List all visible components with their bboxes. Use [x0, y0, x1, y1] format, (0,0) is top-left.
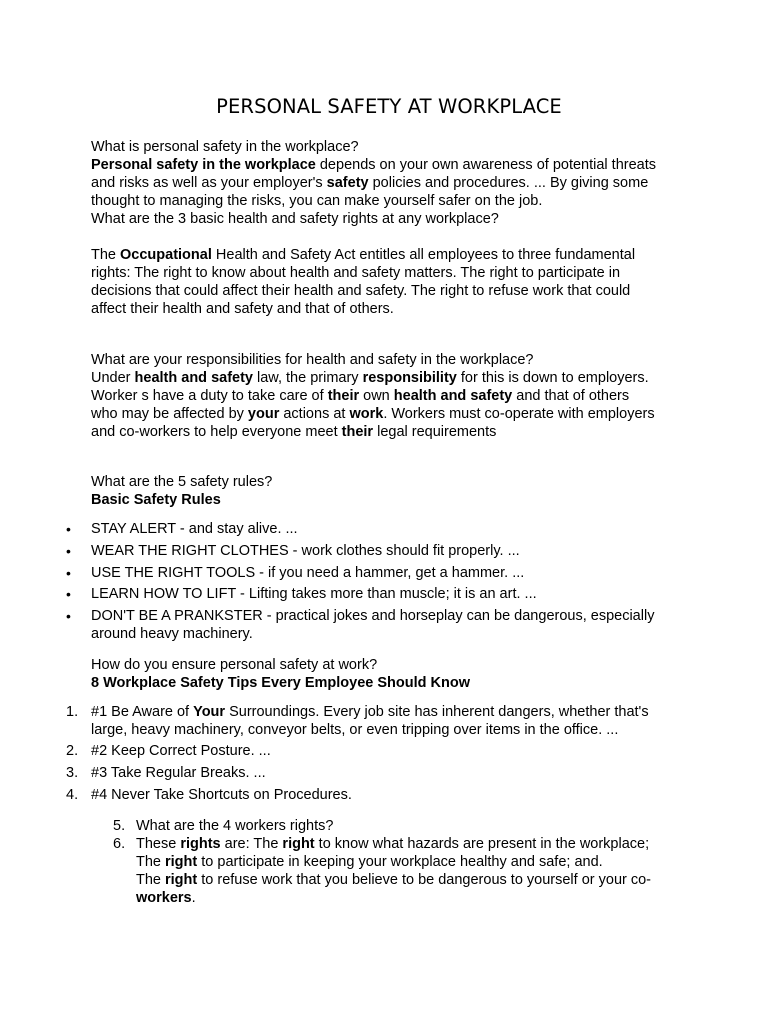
paragraph-line: rights: The right to know about health and safety matters. The right to participate in [91, 265, 621, 281]
bold-term: work [349, 406, 384, 422]
list-item: These rights are: The right to know what hazards are present in the workplace; [136, 836, 650, 852]
bullet-icon: • [66, 521, 71, 537]
bold-term: Your [193, 704, 226, 720]
list-number: 6. [113, 836, 126, 852]
paragraph-line: and risks as well as your employer's safety policies and procedures. ... By giving some [91, 175, 649, 191]
question-safety-rules: What are the 5 safety rules? [91, 474, 273, 490]
section-heading: 8 Workplace Safety Tips Every Employee Should Know [91, 675, 470, 691]
bold-term: safety [326, 175, 369, 191]
list-item: What are the 4 workers rights? [136, 818, 334, 834]
bold-term: rights [180, 836, 221, 852]
list-item: STAY ALERT - and stay alive. ... [91, 521, 298, 537]
list-item: LEARN HOW TO LIFT - Lifting takes more than muscle; it is an art. ... [91, 586, 537, 602]
question-personal-safety: What is personal safety in the workplace? [91, 139, 359, 155]
list-item-continuation: The right to participate in keeping your workplace healthy and safe; and. [136, 854, 603, 870]
bold-term: their [327, 388, 360, 404]
paragraph-line: thought to managing the risks, you can make yourself safer on the job. [91, 193, 543, 209]
question-basic-rights: What are the 3 basic health and safety rights at any workplace? [91, 211, 499, 227]
list-item: #3 Take Regular Breaks. ... [91, 765, 266, 781]
paragraph-line: Under health and safety law, the primary responsibility for this is down to employers. [91, 370, 649, 386]
section-heading: Basic Safety Rules [91, 492, 221, 508]
bold-term: right [282, 836, 315, 852]
paragraph-line: Worker s have a duty to take care of their own health and safety and that of others [91, 388, 630, 404]
question-responsibilities: What are your responsibilities for health and safety in the workplace? [91, 352, 534, 368]
list-item: DON'T BE A PRANKSTER - practical jokes and horseplay can be dangerous, especially [91, 608, 655, 624]
bold-term: health and safety [134, 370, 253, 386]
bold-term: Occupational [120, 247, 212, 263]
list-item: WEAR THE RIGHT CLOTHES - work clothes should fit properly. ... [91, 543, 520, 559]
list-item-continuation: large, heavy machinery, conveyor belts, or even tripping over items in the office. ... [91, 722, 619, 738]
list-item-continuation: workers. [136, 890, 196, 906]
paragraph-line: Personal safety in the workplace depends on your own awareness of potential threats [91, 157, 657, 173]
bold-term: responsibility [362, 370, 457, 386]
bold-term: health and safety [393, 388, 513, 404]
bold-term: their [341, 424, 374, 440]
bold-term: Personal safety in the workplace [91, 157, 316, 173]
bullet-icon: • [66, 543, 71, 559]
list-item: #1 Be Aware of Your Surroundings. Every job site has inherent dangers, whether that's [91, 704, 649, 720]
bold-term: workers [136, 890, 192, 906]
paragraph-line: and co-workers to help everyone meet their legal requirements [91, 424, 497, 440]
paragraph-line: affect their health and safety and that of others. [91, 301, 394, 317]
bullet-icon: • [66, 565, 71, 581]
list-number: 5. [113, 818, 126, 834]
list-item-continuation: The right to refuse work that you believe to be dangerous to yourself or your co- [136, 872, 652, 888]
paragraph-line: The Occupational Health and Safety Act entitles all employees to three fundamental [91, 247, 636, 263]
bullet-icon: • [66, 586, 71, 602]
list-item: #4 Never Take Shortcuts on Procedures. [91, 787, 352, 803]
list-item: USE THE RIGHT TOOLS - if you need a hammer, get a hammer. ... [91, 565, 525, 581]
list-number: 4. [66, 787, 79, 803]
question-ensure-safety: How do you ensure personal safety at work? [91, 657, 378, 673]
bold-term: right [165, 872, 198, 888]
bullet-icon: • [66, 608, 71, 624]
paragraph-line: who may be affected by your actions at work. Workers must co-operate with employers [91, 406, 655, 422]
list-number: 3. [66, 765, 79, 781]
page-title: PERSONAL SAFETY AT WORKPLACE [216, 95, 562, 118]
paragraph-line: decisions that could affect their health and safety. The right to refuse work that could [91, 283, 631, 299]
bold-term: your [247, 406, 280, 422]
list-item-continuation: around heavy machinery. [91, 626, 253, 642]
list-number: 2. [66, 743, 79, 759]
list-item: #2 Keep Correct Posture. ... [91, 743, 271, 759]
bold-term: right [165, 854, 198, 870]
list-number: 1. [66, 704, 79, 720]
